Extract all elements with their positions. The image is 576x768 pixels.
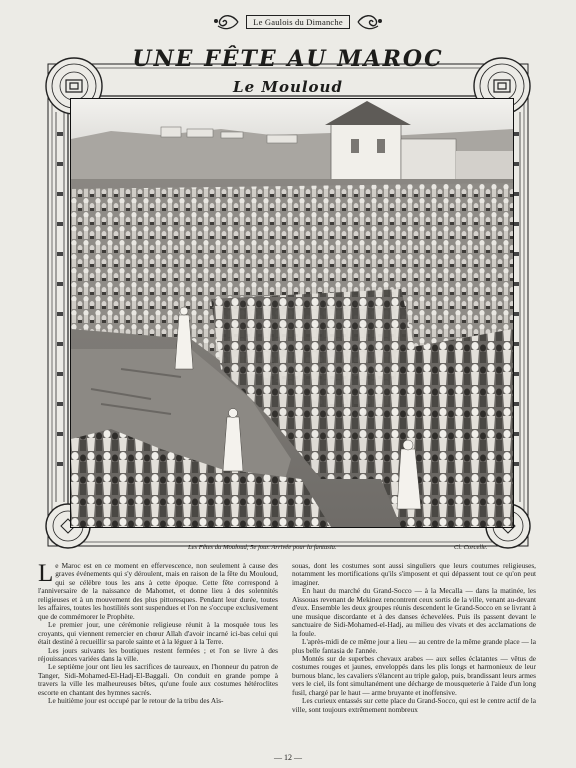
article-column-left (38, 562, 278, 706)
drop-cap: L (38, 560, 54, 587)
article-paragraph: Les curieux entassés sur cette place du Grand-Socco, qui est le centre actif de la ville, sont toujours extrêmement nombreux (292, 696, 536, 714)
article-paragraph: Le huitième jour est occupé par le retour de la tribu des Aïs- (48, 696, 224, 706)
festival-photograph (70, 98, 514, 528)
photo-caption: Les Fêtes du Mouloud, 5e jour. Arrivée pour la fantasia. (188, 544, 337, 551)
subheadline: Le Mouloud (233, 78, 343, 96)
article-paragraph: Le premier jour, une cérémonie religieuse réunit à la mosquée tous les croyants, qui viennent remercier en chœur Allah d'avoir incarné ici-bas celui qui était destiné à recueillir sa parole sainte et à la léguer à la Terre. (38, 620, 278, 647)
masthead (212, 10, 384, 34)
article-paragraph: souas, dont les costumes sont aussi singuliers que leurs coutumes religieuses, notamment les mortifications qu'ils s'imposent et qui dépassent tout ce qu'on peut imaginer. (292, 561, 536, 587)
masthead-title: Le Gaulois du Dimanche (246, 15, 350, 29)
article-paragraph: Le Maroc est en ce moment en effervescence, non seulement à cause des graves événements qui s'y déroulent, mais en raison de la fête du Mouloud, qui se célèbre tous les ans à cette époque. Cette fête correspond à l'anniversaire de la naissance de Mahomet, et donne lieu à des solennités religieuses et à un mouvement des plus pittoresques. Pendant leur durée, toutes les affaires, toutes les hostilités sont suspendues et l'on ne s'occupe exclusivement que de commémorer le Prophète. (38, 560, 278, 621)
headline: UNE FÊTE AU MAROC (132, 46, 444, 72)
article-paragraph: L'après-midi de ce même jour a lieu — au centre de la même grande place — la plus belle fantasia de l'année. (292, 637, 536, 655)
article-paragraph: Les jours suivants les boutiques restent fermées ; et l'on se livre à des réjouissances variées dans la ville. (38, 645, 278, 663)
masthead-ornament-left (212, 12, 240, 32)
masthead-ornament-right (356, 12, 384, 32)
article-column-right (292, 562, 536, 714)
article-paragraph: Le septième jour ont lieu les sacrifices de taureaux, en l'honneur du patron de Tanger, Sidi-Mohamed-El-Hadj-El-Baggali. On conduit en grande pompe à travers la ville les malheureuses bêtes, qu'une foule aux costumes hétéroclites escorte en chantant des hymnes sacrés. (38, 662, 278, 697)
article-paragraph: En haut du marché du Grand-Socco — à la Mecalla — dans la matinée, les Aïssouas revenant de Mekinez rencontrent ceux sortis de la ville, venant au-devant d'eux. Ensemble les deux groupes réunis descendent le Grand-Socco en se livrant à une musique discordante et à des danses échevelées. Puis ils passent devant le sanctuaire de Sidi-Mohamed-el-Hadj, au milieu des vivats et des acclamations de la foule. (292, 586, 536, 638)
page-number: — 12 — (274, 753, 302, 762)
photo-credit: Cl. Corcelle. (454, 544, 488, 551)
article-paragraph: Montés sur de superbes chevaux arabes — aux selles éclatantes — vêtus de costumes rouges et jaunes, enveloppés dans les plis longs et harmonieux de leur burnous blanc, les cavaliers s'élancent au triple galop, puis, brandissant leurs armes vers le ciel, ils font simultanément une décharge de mousqueterie à l'aide d'un long fusil, chargé par le haut — arme bruyante et inoffensive. (292, 653, 536, 697)
